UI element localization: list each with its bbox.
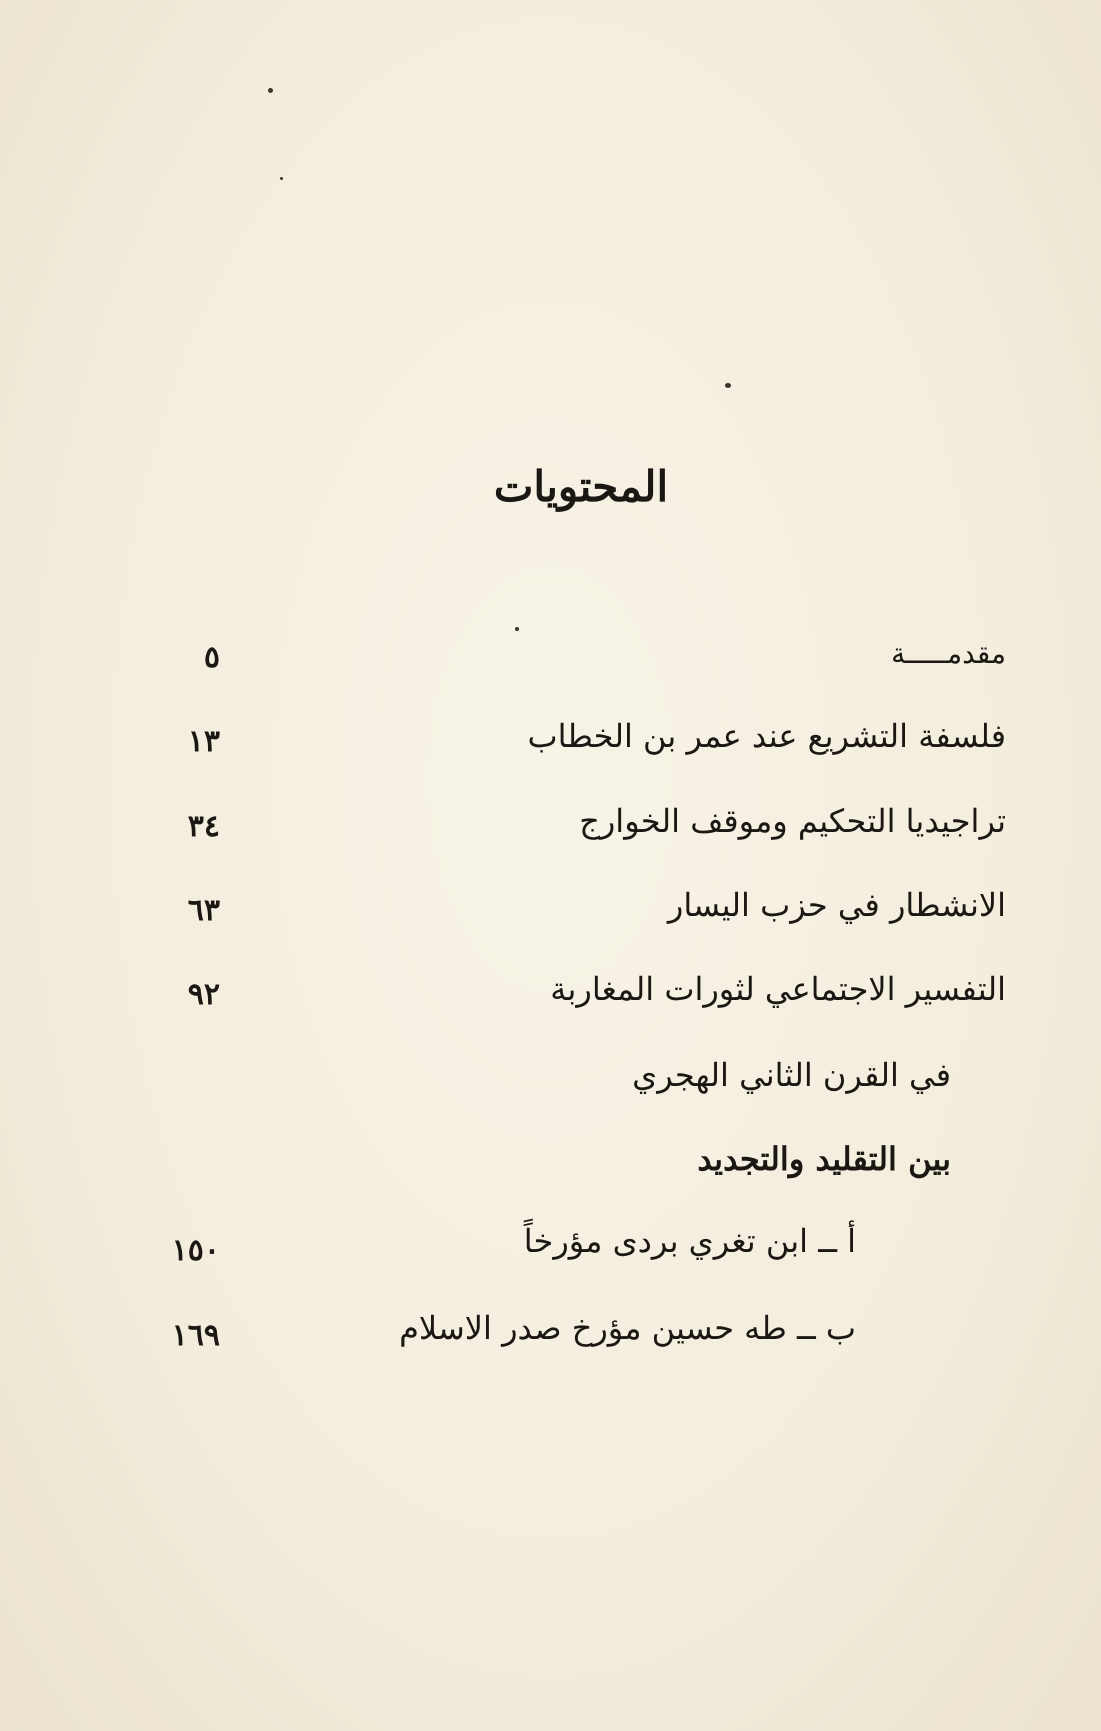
paper-speck — [268, 88, 273, 93]
toc-page-number: ١٦٩ — [171, 1318, 220, 1353]
toc-section-heading: بين التقليد والتجديد — [697, 1140, 951, 1178]
toc-entry-continuation: في القرن الثاني الهجري — [632, 1056, 951, 1094]
toc-page-number: ٦٣ — [187, 893, 220, 928]
toc-entry-intro: مقدمـــــة — [891, 637, 1006, 670]
toc-entry: الانشطار في حزب اليسار — [667, 886, 1006, 924]
paper-speck — [515, 627, 519, 631]
paper-speck — [725, 383, 731, 388]
toc-subentry: أ ــ ابن تغري بردى مؤرخاً — [523, 1222, 856, 1260]
toc-page-number: ٥ — [203, 640, 220, 675]
toc-page-number: ١٥٠ — [171, 1233, 220, 1268]
toc-entry: فلسفة التشريع عند عمر بن الخطاب — [527, 717, 1006, 755]
toc-page-number: ٣٤ — [187, 809, 220, 844]
toc-page-number: ٩٢ — [187, 977, 220, 1012]
toc-page-number: ١٣ — [187, 724, 220, 759]
paper-speck — [280, 177, 283, 180]
toc-subentry: ب ــ طه حسين مؤرخ صدر الاسلام — [399, 1309, 856, 1347]
page-title: المحتويات — [493, 462, 669, 511]
toc-entry: تراجيديا التحكيم وموقف الخوارج — [579, 802, 1006, 840]
toc-entry: التفسير الاجتماعي لثورات المغاربة — [550, 970, 1006, 1008]
